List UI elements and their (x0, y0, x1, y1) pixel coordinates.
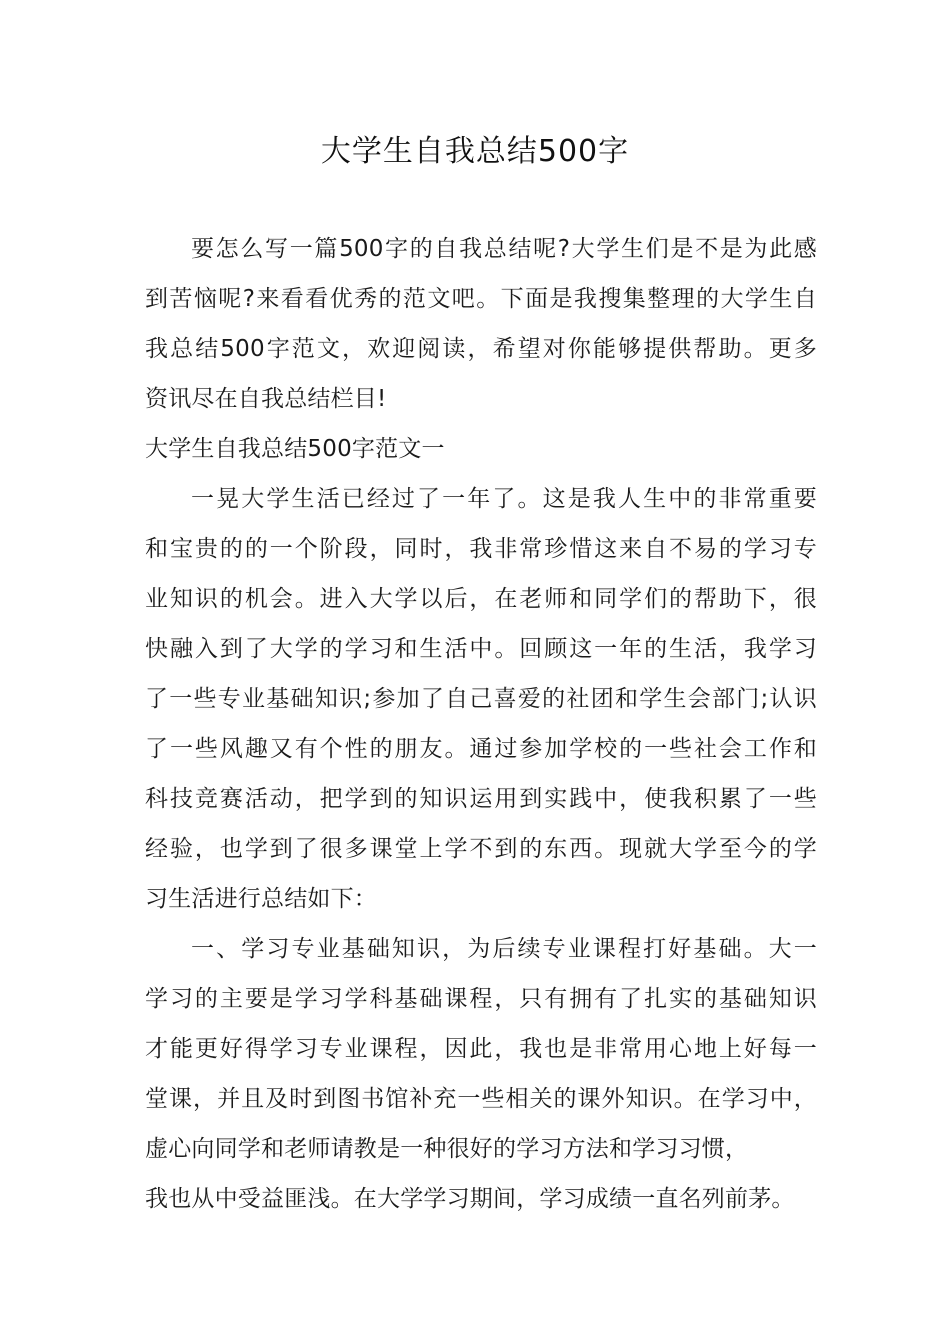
paragraph-line: 快融入到了大学的学习和生活中。回顾这一年的生活，我学习 (145, 636, 817, 662)
section-heading: 大学生自我总结500字范文一 (145, 436, 445, 462)
paragraph-line: 要怎么写一篇500字的自我总结呢?大学生们是不是为此感 (191, 236, 817, 262)
paragraph-line: 我总结500字范文，欢迎阅读，希望对你能够提供帮助。更多 (145, 336, 817, 362)
document-title: 大学生自我总结500字 (320, 134, 630, 169)
paragraph-line: 学习的主要是学习学科基础课程，只有拥有了扎实的基础知识 (145, 986, 817, 1012)
document-body (145, 224, 817, 1224)
paragraph-line: 习生活进行总结如下： (145, 886, 377, 912)
paragraph-line: 资讯尽在自我总结栏目! (145, 386, 387, 412)
paragraph-line: 和宝贵的的一个阶段，同时，我非常珍惜这来自不易的学习专 (145, 536, 817, 562)
paragraph-line: 我也从中受益匪浅。在大学学习期间，学习成绩一直名列前茅。 (145, 1186, 795, 1212)
paragraph-line: 一晃大学生活已经过了一年了。这是我人生中的非常重要 (191, 486, 817, 512)
paragraph-line: 业知识的机会。进入大学以后，在老师和同学们的帮助下，很 (145, 586, 817, 612)
paragraph-line: 到苦恼呢?来看看优秀的范文吧。下面是我搜集整理的大学生自 (145, 286, 817, 312)
paragraph-line: 才能更好得学习专业课程，因此，我也是非常用心地上好每一 (145, 1036, 817, 1062)
paragraph-line: 虚心向同学和老师请教是一种很好的学习方法和学习习惯， (145, 1136, 749, 1162)
paragraph-line: 一、学习专业基础知识，为后续专业课程打好基础。大一 (191, 936, 817, 962)
paragraph-line: 堂课，并且及时到图书馆补充一些相关的课外知识。在学习中， (145, 1086, 817, 1112)
paragraph-line: 了一些专业基础知识;参加了自己喜爱的社团和学生会部门;认识 (145, 686, 817, 712)
paragraph-line: 经验，也学到了很多课堂上学不到的东西。现就大学至今的学 (145, 836, 817, 862)
paragraph-line: 科技竞赛活动，把学到的知识运用到实践中，使我积累了一些 (145, 786, 817, 812)
paragraph-line: 了一些风趣又有个性的朋友。通过参加学校的一些社会工作和 (145, 736, 817, 762)
